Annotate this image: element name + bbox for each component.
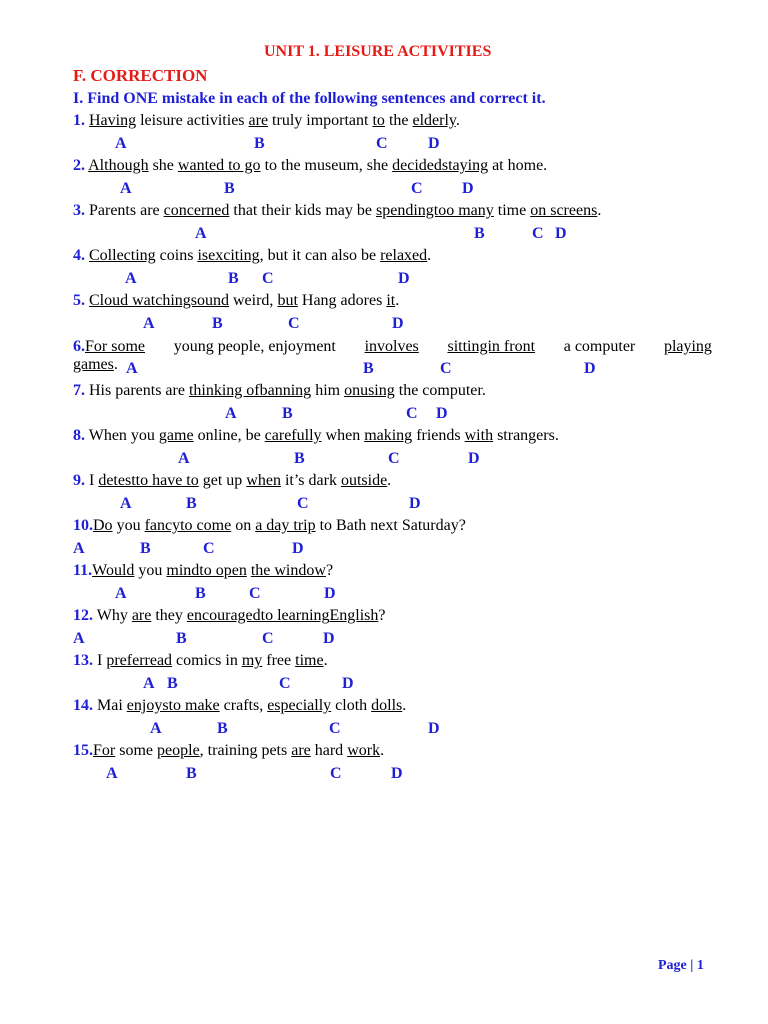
option-a: A	[73, 630, 85, 647]
question-12: 12. Why are they encouragedto learningEnglish?	[73, 607, 386, 624]
option-a: A	[106, 765, 118, 782]
option-c: C	[532, 225, 544, 242]
option-b: B	[217, 720, 228, 737]
option-c: C	[203, 540, 215, 557]
option-a: A	[195, 225, 207, 242]
option-b: B	[224, 180, 235, 197]
option-b: B	[474, 225, 485, 242]
option-a: A	[115, 585, 127, 602]
option-c: C	[329, 720, 341, 737]
option-d: D	[436, 405, 448, 422]
question-2: 2. Although she wanted to go to the museum, she decidedstaying at home.	[73, 157, 548, 174]
option-b: B	[363, 360, 374, 377]
option-d: D	[462, 180, 474, 197]
option-b: B	[294, 450, 305, 467]
instruction: I. Find ONE mistake in each of the following sentences and correct it.	[73, 90, 546, 107]
question-10: 10.Do you fancyto come on a day trip to Bath next Saturday?	[73, 517, 466, 534]
option-a: A	[178, 450, 190, 467]
option-a: A	[126, 360, 138, 377]
option-a: A	[120, 180, 132, 197]
option-a: A	[225, 405, 237, 422]
option-c: C	[411, 180, 423, 197]
option-b: B	[282, 405, 293, 422]
section-title: F. CORRECTION	[73, 66, 208, 85]
option-a: A	[73, 540, 85, 557]
option-b: B	[176, 630, 187, 647]
option-d: D	[323, 630, 335, 647]
option-a: A	[120, 495, 132, 512]
question-8: 8. When you game online, be carefully when making friends with strangers.	[73, 427, 559, 444]
option-d: D	[555, 225, 567, 242]
page-number: 1	[696, 958, 704, 973]
option-a: A	[115, 135, 127, 152]
option-a: A	[143, 315, 155, 332]
option-b: B	[228, 270, 239, 287]
option-c: C	[249, 585, 261, 602]
option-b: B	[186, 765, 197, 782]
option-a: A	[143, 675, 155, 692]
question-4: 4. Collecting coins isexciting, but it can also be relaxed.	[73, 247, 432, 264]
option-d: D	[342, 675, 354, 692]
option-c: C	[406, 405, 418, 422]
option-b: B	[140, 540, 151, 557]
option-c: C	[288, 315, 300, 332]
option-d: D	[468, 450, 480, 467]
option-c: C	[376, 135, 388, 152]
question-11: 11.Would you mindto open the window?	[73, 562, 334, 579]
option-b: B	[167, 675, 178, 692]
option-b: B	[186, 495, 197, 512]
question-13: 13. I preferread comics in my free time.	[73, 652, 328, 669]
option-d: D	[584, 360, 596, 377]
option-c: C	[279, 675, 291, 692]
option-c: C	[297, 495, 309, 512]
option-d: D	[324, 585, 336, 602]
option-d: D	[392, 315, 404, 332]
option-d: D	[428, 135, 440, 152]
option-d: D	[409, 495, 421, 512]
option-a: A	[125, 270, 137, 287]
question-6: 6.For some young people, enjoyment involves sittingin front a computer playing games.	[73, 338, 712, 373]
question-3: 3. Parents are concerned that their kids may be spendingtoo many time on screens.	[73, 202, 602, 219]
question-number: 1	[73, 112, 81, 129]
option-c: C	[262, 630, 274, 647]
option-c: C	[388, 450, 400, 467]
option-c: C	[262, 270, 274, 287]
question-7: 7. His parents are thinking ofbanning him onusing the computer.	[73, 382, 486, 399]
question-1: 1. Having leisure activities are truly important to the elderly.	[73, 112, 460, 129]
unit-title: UNIT 1. LEISURE ACTIVITIES	[264, 43, 492, 60]
question-15: 15.For some people, training pets are hard work.	[73, 742, 385, 759]
option-d: D	[398, 270, 410, 287]
page-footer: Page | 1	[658, 958, 704, 973]
option-a: A	[150, 720, 162, 737]
option-b: B	[254, 135, 265, 152]
question-9: 9. I detestto have to get up when it’s dark outside.	[73, 472, 392, 489]
option-d: D	[391, 765, 403, 782]
option-d: D	[428, 720, 440, 737]
question-14: 14. Mai enjoysto make crafts, especially cloth dolls.	[73, 697, 407, 714]
option-d: D	[292, 540, 304, 557]
question-5: 5. Cloud watchingsound weird, but Hang adores it.	[73, 292, 400, 309]
option-b: B	[195, 585, 206, 602]
option-b: B	[212, 315, 223, 332]
option-c: C	[440, 360, 452, 377]
option-c: C	[330, 765, 342, 782]
